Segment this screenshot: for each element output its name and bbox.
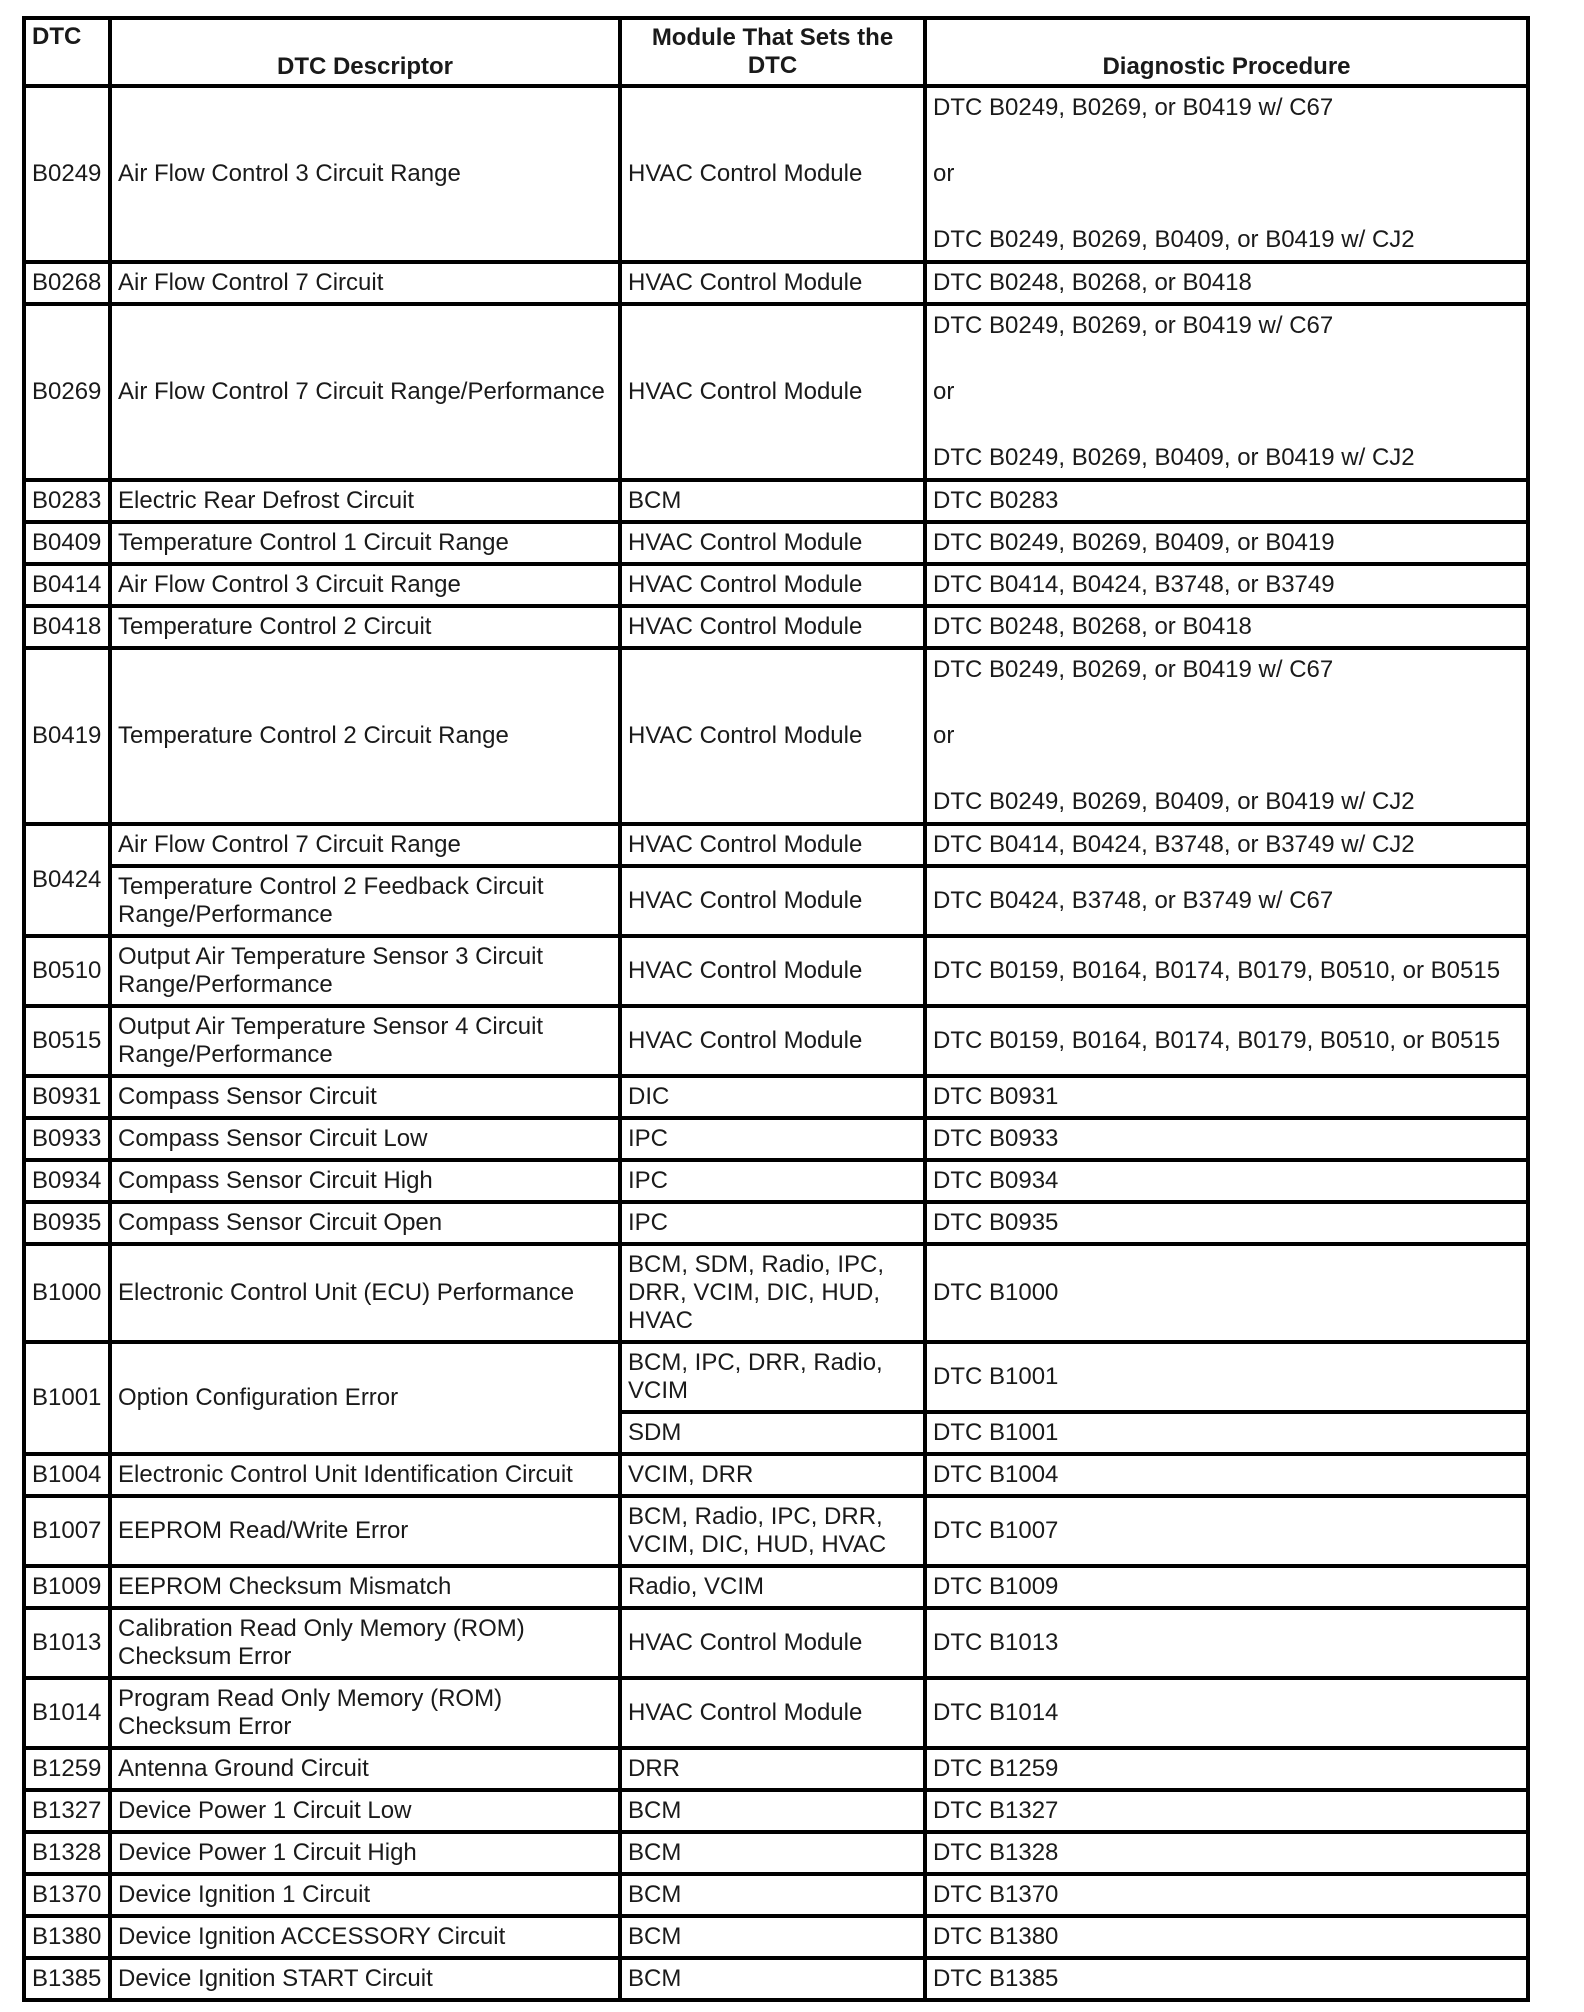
dtc-descriptor: Output Air Temperature Sensor 3 Circuit Range/Performance (110, 936, 620, 1006)
dtc-procedure: DTC B1007 (925, 1496, 1528, 1566)
dtc-procedure: DTC B0931 (925, 1076, 1528, 1118)
dtc-descriptor: EEPROM Read/Write Error (110, 1496, 620, 1566)
dtc-procedure: DTC B0159, B0164, B0174, B0179, B0510, or B0515 (925, 936, 1528, 1006)
dtc-procedure: DTC B0248, B0268, or B0418 (925, 606, 1528, 648)
table-row (24, 1496, 1528, 1566)
dtc-module: DIC (620, 1076, 925, 1118)
dtc-procedure: DTC B0424, B3748, or B3749 w/ C67 (925, 866, 1528, 936)
dtc-code: B1385 (24, 1958, 110, 2000)
dtc-procedure: DTC B1327 (925, 1790, 1528, 1832)
dtc-module: Radio, VCIM (620, 1566, 925, 1608)
header-dtc: DTC (24, 18, 110, 86)
procedure-line: or (933, 378, 955, 405)
table-row (24, 1006, 1528, 1076)
dtc-module: HVAC Control Module (620, 936, 925, 1006)
dtc-procedure: DTC B1259 (925, 1748, 1528, 1790)
table-row (24, 1748, 1528, 1790)
dtc-code: B1380 (24, 1916, 110, 1958)
dtc-module: HVAC Control Module (620, 606, 925, 648)
dtc-code: B1328 (24, 1832, 110, 1874)
dtc-module: IPC (620, 1118, 925, 1160)
dtc-procedure (925, 86, 1528, 262)
dtc-procedure: DTC B0248, B0268, or B0418 (925, 262, 1528, 304)
dtc-code: B0268 (24, 262, 110, 304)
table-row (24, 1916, 1528, 1958)
dtc-descriptor: Electronic Control Unit Identification Circuit (110, 1454, 620, 1496)
procedure-line: DTC B0249, B0269, B0409, or B0419 w/ CJ2 (933, 788, 1415, 815)
dtc-code: B1009 (24, 1566, 110, 1608)
dtc-descriptor: Device Power 1 Circuit High (110, 1832, 620, 1874)
procedure-line: DTC B0249, B0269, or B0419 w/ C67 (933, 94, 1334, 121)
dtc-code: B0931 (24, 1076, 110, 1118)
dtc-code: B0935 (24, 1202, 110, 1244)
dtc-code: B0933 (24, 1118, 110, 1160)
dtc-descriptor: Calibration Read Only Memory (ROM) Checksum Error (110, 1608, 620, 1678)
dtc-procedure: DTC B0934 (925, 1160, 1528, 1202)
dtc-code: B0515 (24, 1006, 110, 1076)
dtc-module: HVAC Control Module (620, 648, 925, 824)
dtc-module: HVAC Control Module (620, 1608, 925, 1678)
dtc-module: HVAC Control Module (620, 1678, 925, 1748)
dtc-procedure: DTC B1328 (925, 1832, 1528, 1874)
dtc-descriptor: Temperature Control 2 Feedback Circuit Range/Performance (110, 866, 620, 936)
dtc-module: BCM (620, 480, 925, 522)
dtc-descriptor: Temperature Control 2 Circuit Range (110, 648, 620, 824)
dtc-code: B1370 (24, 1874, 110, 1916)
dtc-code: B0510 (24, 936, 110, 1006)
dtc-descriptor: Compass Sensor Circuit Open (110, 1202, 620, 1244)
dtc-descriptor: Air Flow Control 7 Circuit Range (110, 824, 620, 866)
dtc-module: BCM (620, 1958, 925, 2000)
dtc-code: B0249 (24, 86, 110, 262)
dtc-module: HVAC Control Module (620, 304, 925, 480)
table-row (24, 86, 1528, 262)
table-row (24, 262, 1528, 304)
table-row (24, 522, 1528, 564)
dtc-code: B1014 (24, 1678, 110, 1748)
dtc-procedure: DTC B1001 (925, 1412, 1528, 1454)
procedure-line: or (933, 722, 955, 749)
dtc-procedure: DTC B1013 (925, 1608, 1528, 1678)
dtc-procedure: DTC B0249, B0269, B0409, or B0419 (925, 522, 1528, 564)
table-row (24, 1342, 1528, 1412)
dtc-descriptor: Air Flow Control 7 Circuit (110, 262, 620, 304)
dtc-code: B1004 (24, 1454, 110, 1496)
table-row (24, 1566, 1528, 1608)
table-row (24, 1832, 1528, 1874)
dtc-module: HVAC Control Module (620, 866, 925, 936)
dtc-code: B0418 (24, 606, 110, 648)
dtc-module: HVAC Control Module (620, 522, 925, 564)
table-row (24, 824, 1528, 866)
dtc-module: BCM (620, 1832, 925, 1874)
dtc-procedure: DTC B0933 (925, 1118, 1528, 1160)
dtc-code: B0414 (24, 564, 110, 606)
dtc-code: B0409 (24, 522, 110, 564)
dtc-module: IPC (620, 1160, 925, 1202)
dtc-descriptor: Air Flow Control 3 Circuit Range (110, 564, 620, 606)
dtc-descriptor: Temperature Control 2 Circuit (110, 606, 620, 648)
procedure-line: DTC B0249, B0269, B0409, or B0419 w/ CJ2 (933, 226, 1415, 253)
dtc-descriptor: Compass Sensor Circuit (110, 1076, 620, 1118)
dtc-procedure: DTC B0935 (925, 1202, 1528, 1244)
dtc-descriptor: Device Ignition ACCESSORY Circuit (110, 1916, 620, 1958)
header-module: Module That Sets the DTC (620, 18, 925, 86)
dtc-module: SDM (620, 1412, 925, 1454)
procedure-line: or (933, 160, 955, 187)
dtc-descriptor: Device Ignition 1 Circuit (110, 1874, 620, 1916)
dtc-descriptor: Option Configuration Error (110, 1342, 620, 1454)
dtc-module: BCM (620, 1790, 925, 1832)
table-row (24, 1160, 1528, 1202)
dtc-procedure: DTC B1014 (925, 1678, 1528, 1748)
table-row (24, 1118, 1528, 1160)
dtc-module: BCM, Radio, IPC, DRR, VCIM, DIC, HUD, HVAC (620, 1496, 925, 1566)
dtc-procedure: DTC B0414, B0424, B3748, or B3749 w/ CJ2 (925, 824, 1528, 866)
table-row (24, 648, 1528, 824)
dtc-module: BCM (620, 1916, 925, 1958)
dtc-descriptor: Air Flow Control 7 Circuit Range/Performance (110, 304, 620, 480)
dtc-descriptor: Electronic Control Unit (ECU) Performance (110, 1244, 620, 1342)
dtc-descriptor: Device Power 1 Circuit Low (110, 1790, 620, 1832)
dtc-code: B1007 (24, 1496, 110, 1566)
dtc-procedure: DTC B0283 (925, 480, 1528, 522)
dtc-module: IPC (620, 1202, 925, 1244)
table-row (24, 564, 1528, 606)
table-row (24, 1958, 1528, 2000)
table-row (24, 1454, 1528, 1496)
dtc-code: B0934 (24, 1160, 110, 1202)
dtc-module: VCIM, DRR (620, 1454, 925, 1496)
dtc-procedure: DTC B1000 (925, 1244, 1528, 1342)
table-row (24, 1076, 1528, 1118)
table-row (24, 936, 1528, 1006)
dtc-code: B1000 (24, 1244, 110, 1342)
table-row (24, 480, 1528, 522)
dtc-table (22, 16, 1530, 2002)
dtc-module: HVAC Control Module (620, 564, 925, 606)
procedure-line: DTC B0249, B0269, B0409, or B0419 w/ CJ2 (933, 444, 1415, 471)
dtc-procedure: DTC B1380 (925, 1916, 1528, 1958)
header-descriptor: DTC Descriptor (110, 18, 620, 86)
dtc-module: HVAC Control Module (620, 86, 925, 262)
dtc-module: DRR (620, 1748, 925, 1790)
dtc-code: B0424 (24, 824, 110, 936)
dtc-code: B1259 (24, 1748, 110, 1790)
dtc-procedure: DTC B1370 (925, 1874, 1528, 1916)
dtc-descriptor: Program Read Only Memory (ROM) Checksum Error (110, 1678, 620, 1748)
table-row (24, 304, 1528, 480)
dtc-procedure: DTC B1004 (925, 1454, 1528, 1496)
dtc-code: B0419 (24, 648, 110, 824)
dtc-descriptor: Temperature Control 1 Circuit Range (110, 522, 620, 564)
dtc-procedure (925, 304, 1528, 480)
dtc-code: B0283 (24, 480, 110, 522)
dtc-procedure: DTC B0414, B0424, B3748, or B3749 (925, 564, 1528, 606)
dtc-descriptor: Electric Rear Defrost Circuit (110, 480, 620, 522)
table-row (24, 1244, 1528, 1342)
table-row (24, 866, 1528, 936)
dtc-descriptor: Device Ignition START Circuit (110, 1958, 620, 2000)
dtc-module: BCM, SDM, Radio, IPC, DRR, VCIM, DIC, HUD, HVAC (620, 1244, 925, 1342)
dtc-procedure: DTC B1001 (925, 1342, 1528, 1412)
dtc-code: B1327 (24, 1790, 110, 1832)
dtc-module: BCM, IPC, DRR, Radio, VCIM (620, 1342, 925, 1412)
table-row (24, 1790, 1528, 1832)
dtc-module: BCM (620, 1874, 925, 1916)
dtc-descriptor: Compass Sensor Circuit Low (110, 1118, 620, 1160)
dtc-descriptor: EEPROM Checksum Mismatch (110, 1566, 620, 1608)
dtc-descriptor: Antenna Ground Circuit (110, 1748, 620, 1790)
table-row (24, 606, 1528, 648)
dtc-descriptor: Output Air Temperature Sensor 4 Circuit Range/Performance (110, 1006, 620, 1076)
procedure-line: DTC B0249, B0269, or B0419 w/ C67 (933, 656, 1334, 683)
header-procedure: Diagnostic Procedure (925, 18, 1528, 86)
table-row (24, 1874, 1528, 1916)
dtc-code: B1001 (24, 1342, 110, 1454)
dtc-module: HVAC Control Module (620, 824, 925, 866)
header-row (24, 18, 1528, 86)
procedure-line: DTC B0249, B0269, or B0419 w/ C67 (933, 312, 1334, 339)
dtc-procedure (925, 648, 1528, 824)
dtc-procedure: DTC B1009 (925, 1566, 1528, 1608)
dtc-procedure: DTC B1385 (925, 1958, 1528, 2000)
dtc-procedure: DTC B0159, B0164, B0174, B0179, B0510, or B0515 (925, 1006, 1528, 1076)
table-row (24, 1202, 1528, 1244)
dtc-module: HVAC Control Module (620, 1006, 925, 1076)
dtc-module: HVAC Control Module (620, 262, 925, 304)
dtc-code: B1013 (24, 1608, 110, 1678)
dtc-descriptor: Compass Sensor Circuit High (110, 1160, 620, 1202)
dtc-descriptor: Air Flow Control 3 Circuit Range (110, 86, 620, 262)
dtc-code: B0269 (24, 304, 110, 480)
table-row (24, 1608, 1528, 1678)
table-row (24, 1678, 1528, 1748)
